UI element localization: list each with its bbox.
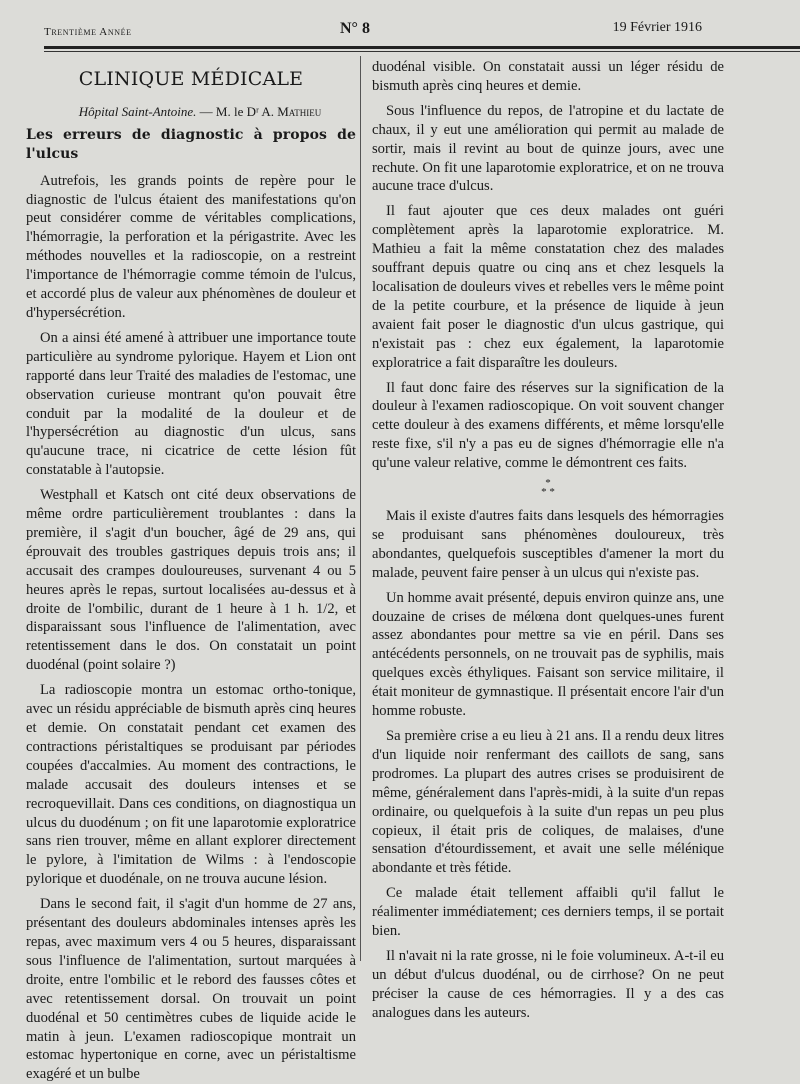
byline-dash: — M. le Dʳ A. [196, 103, 278, 119]
section-title: CLINIQUE MÉDICALE [78, 68, 304, 90]
paragraph: Mais il existe d'autres faits dans lesquels des hémorragies se produisant sans phénomènes douloureux, très abondantes, quelquefois susceptibles d'amener la mort du malade, peuvent faire penser à un ulcus qui n'existe pas. [372, 508, 724, 581]
paragraph: Autrefois, les grands points de repère pour le diagnostic de l'ulcus étaient des manifestations qu'on peut considérer comme de véritables complications, l'hémorragie, la perforation et la périgastrite. Avec les méthodes nouvelles et la radioscopie, on a restreint l'importance de l'hémorragie comme témoin de l'ulcus, et accordé plus de valeur aux phénomènes de douleur et d'hypersécrétion. [26, 172, 356, 321]
paragraph: On a ainsi été amené à attribuer une importance toute particulière au syndrome pylorique. Hayem et Lion ont rapporté dans leur Traité des maladies de l'estomac, une observation curieuse montrant qu'on pouvait être conduit par la modalité de la douleur et de l'hypersécrétion au diagnostic d'un ulcus, sans qu'aucune trace, ni cicatrice de cette lésion fût constatable à l'autopsie. [26, 329, 356, 479]
paragraph: La radioscopie montra un estomac ortho-tonique, avec un résidu appréciable de bismuth après cinq heures et demie. On constatait pendant cet examen des contractions péristaltiques se produisant par périodes coupées d'accalmies. Au moment des contractions, le malade accusait des douleurs intenses et se recroquevillait. Dans ces conditions, on diagnostiqua un ulcus du duodénum ; on fit une laparotomie exploratrice sans rien trouver, même en allant explorer directement le pylore, à l'imitation de Wilms : à l'endoscopie pylorique et duodénale, on ne trouva aucune lésion. [26, 682, 356, 888]
column-divider [360, 56, 361, 961]
paragraph: Sous l'influence du repos, de l'atropine et du lactate de chaux, il y eut une amélioration qui permit au malade de sortir, mais il revint au bout de quinze jours, avec une rechute. On fit une laparotomie exploratrice, et on ne trouva aucune trace d'ulcus. [372, 102, 724, 195]
asterism-bottom: * * [541, 486, 555, 499]
paragraph: Un homme avait présenté, depuis environ quinze ans, une douzaine de crises de mélœna dont quelques-unes furent assez abondantes pour mettre sa vie en péril. Dans ses antécédents personnels, on ne trouvait pas de syphilis, mais quelques excès éthyliques. Faisant son service militaire, il était moniteur de gymnastique. Il présentait encore l'air d'un homme robuste. [372, 589, 724, 720]
paragraph: Ce malade était tellement affaibli qu'il fallut le réalimenter immédiatement; ces derniers temps, il se portait bien. [372, 885, 724, 940]
paragraph-continuation: duodénal visible. On constatait aussi un léger résidu de bismuth après cinq heures et demie. [372, 59, 724, 94]
paragraph: Il n'avait ni la rate grosse, ni le foie volumineux. A-t-il eu un début d'ulcus duodénal, ou de cirrhose? On ne peut préciser la cause de ces hémorragies. Il y a des cas analogues dans les auteurs. [372, 947, 724, 1021]
issue-number: N° 8 [340, 20, 370, 37]
paragraph: Il faut ajouter que ces deux malades ont guéri complètement après la laparotomie exploratrice. M. Mathieu a fait la même constatation chez des malades souffrant depuis quatre ou cinq ans et chez lesquels la localisation de douleurs vives et rebelles vers le même point de la petite courbure, et la présence de liquide à jeun avaient fait poser le diagnostic d'un ulcus gastrique, qui n'existait pas : chez eux également, la laparotomie exploratrice a fait disparaître les douleurs. [372, 203, 724, 371]
paragraph: Westphall et Katsch ont cité deux observations de même ordre particulièrement troublantes : dans la première, il s'agit d'un boucher, âgé de 29 ans, qui éprouvait des troubles gastriques depuis trois ans; il accusait des crampes douloureuses, survenant 4 ou 5 heures après le repas, surtout localisées au-dessus et à droite de l'ombilic, durant de 1 heure à 1 h. 1/2, et disparaissant sous l'influence de l'alimentation, avec retentissement dans le dos. On constatait un point duodénal (point solaire ?) [26, 487, 356, 674]
right-column [372, 58, 724, 1021]
author-name: Mathieu [277, 103, 322, 119]
paragraph: Il faut donc faire des réserves sur la signification de la douleur à l'examen radioscopique. On voit souvent changer cette douleur à des examens différents, et même lorsqu'elle reste fixe, s'il n'y a pas eu de signes d'hémorragie elle n'a qu'une valeur relative, comme le démontrent ces faits. [372, 379, 724, 472]
left-column [26, 58, 356, 1083]
article-title: Les erreurs de diagnostic à propos de l'ulcus [26, 126, 356, 162]
paragraph: Sa première crise a eu lieu à 21 ans. Il a rendu deux litres d'un liquide noir renfermant des caillots de sang, sans prodromes. La plupart des autres crises se produisirent de même, généralement dans l'après-midi, à la suite d'un repas ordinaire, ou quelquefois à la suite d'un repas un peu plus copieux, il était pris de coliques, de malaises, d'une sensation d'étourdissement, et avait une selle mélénique abondante et très fétide. [372, 728, 724, 877]
byline [44, 103, 356, 122]
header-rule-thick [44, 46, 800, 49]
header-rule-thin [44, 51, 800, 52]
volume-year: Trentième Année [44, 26, 132, 38]
asterism-top: * [545, 477, 551, 490]
paragraph: Dans le second fait, il s'agit d'un homme de 27 ans, présentant des douleurs abdominales intenses après les repas, avec maximum vers 4 ou 5 heures, disparaissant sous l'influence de l'alimentation, surtout marquées à droite, entre l'ombilic et le rebord des fausses côtes et avec retentissement dorsal. On trouvait un point duodénal et 50 centimètres cubes de liquide acide le matin à jeun. L'examen radioscopique montrait un estomac hypertonique en corne, avec un péristaltisme exagéré et un bulbe [26, 896, 356, 1083]
asterism-separator [372, 479, 724, 497]
hospital-name: Hôpital Saint-Antoine. [78, 103, 197, 119]
issue-date: 19 Février 1916 [612, 20, 702, 35]
running-head [44, 20, 702, 42]
